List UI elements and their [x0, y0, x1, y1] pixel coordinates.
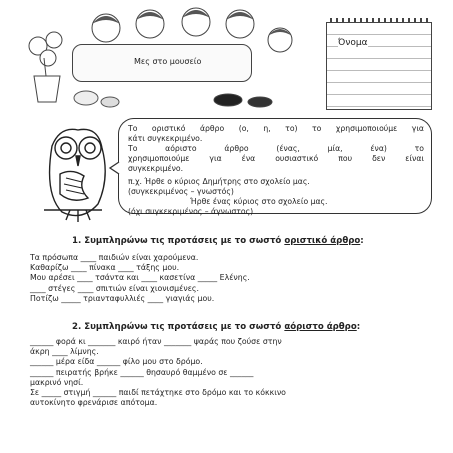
- info-line: Το οριστικό άρθρο (ο, η, το) το χρησιμοποιούμε για: [128, 124, 424, 133]
- name-label: Όνομα: [338, 38, 368, 48]
- info-line: (όχι συγκεκριμένος – άγνωστος): [128, 207, 254, 216]
- exercise2-heading: [72, 322, 360, 332]
- sentence: Σε _____ στιγμή ______ παιδί πετάχτηκε στο δρόμο και το κόκκινο: [30, 388, 286, 398]
- sentence: Ποτίζω _____ τριανταφυλλιές ____ γιαγιάς μου.: [30, 293, 215, 303]
- owl-icon: [32, 118, 118, 228]
- exercise1-number: 1.: [72, 236, 82, 246]
- sentence: ______ μέρα είδα ______ φίλο μου στο δρόμο.: [30, 357, 203, 367]
- bubble-tail: [108, 160, 124, 176]
- sentence: Τα πρόσωπα ____ παιδιών είναι χαρούμενα.: [30, 253, 199, 262]
- sentence: Καθαρίζω ____ πίνακα ____ τάξης μου.: [30, 263, 180, 273]
- exercise2-suffix: :: [356, 322, 361, 332]
- banner-title: Μες στο μουσείο: [134, 57, 202, 66]
- info-line: συγκεκριμένο.: [128, 164, 184, 173]
- exercise2-keyword: αόριστο άρθρο: [284, 322, 357, 332]
- sentence: μακρινό νησί.: [30, 377, 84, 387]
- info-text: [128, 124, 424, 217]
- info-line: κάτι συγκεκριμένο.: [128, 134, 203, 143]
- exercise2-sentences: [30, 337, 430, 408]
- info-line: π.χ. Ήρθε ο κύριος Δημήτρης στο σχολείο μας.: [128, 177, 310, 186]
- sentence: αυτοκίνητο φρενάρισε απότομα.: [30, 398, 158, 408]
- info-line: χρησιμοποιούμε για ένα ουσιαστικό που δεν είναι: [128, 154, 424, 163]
- exercise1-prefix: Συμπληρώνω τις προτάσεις με το σωστό: [84, 236, 282, 246]
- exercise1-keyword: οριστικό άρθρο: [284, 236, 361, 246]
- sentence: ______ φορά κι _______ καιρό ήταν _______ ψαράς που ζούσε στην: [30, 337, 282, 346]
- info-line: Ήρθε ένας κύριος στο σχολείο μας.: [190, 197, 328, 206]
- exercise1-heading: [72, 236, 364, 246]
- name-notepad: [326, 22, 432, 110]
- exercise2-number: 2.: [72, 322, 82, 332]
- info-line: (συγκεκριμένος – γνωστός): [128, 187, 234, 196]
- exercise1-sentences: [30, 253, 430, 304]
- sentence: ______ πειρατής βρήκε ______ θησαυρό θαμμένο σε ______: [30, 367, 254, 377]
- info-line: Το αόριστο άρθρο (ένας, μία, ένα) το: [128, 144, 424, 153]
- sentence: Μου αρέσει ____ τσάντα και ____ κασετίνα _____ Ελένης.: [30, 273, 250, 283]
- sentence: ____ στέγες ____ σπιτιών είναι χιονισμένες.: [30, 283, 199, 293]
- exercise1-suffix: :: [360, 236, 364, 246]
- sentence: άκρη ____ λίμνης.: [30, 347, 99, 357]
- exercise2-prefix: Συμπληρώνω τις προτάσεις με το σωστό: [84, 322, 282, 332]
